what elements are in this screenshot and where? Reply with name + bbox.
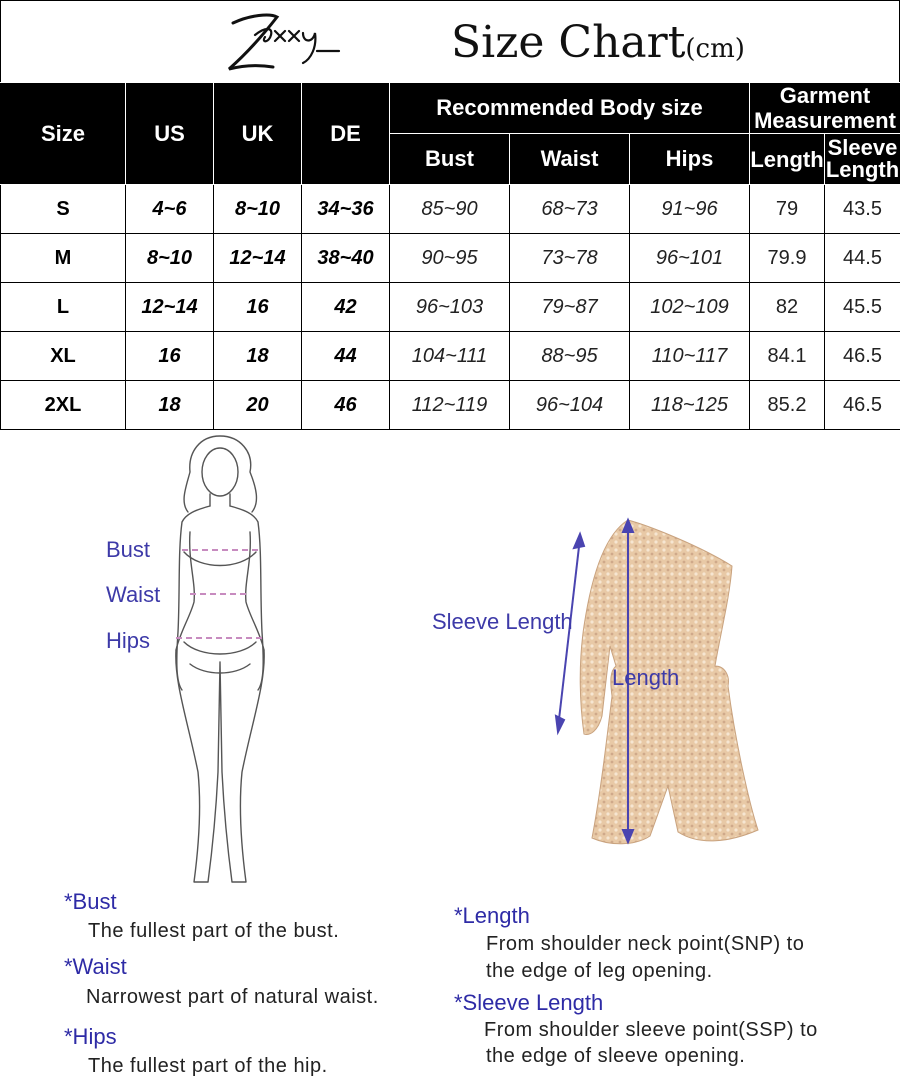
cell-hips: 96~101 (630, 234, 750, 283)
cell-size: S (1, 185, 126, 234)
note-hips-title: *Hips (64, 1024, 117, 1050)
cell-uk: 20 (214, 381, 302, 430)
cell-waist: 88~95 (510, 332, 630, 381)
cell-hips: 110~117 (630, 332, 750, 381)
cell-us: 18 (126, 381, 214, 430)
cell-de: 44 (302, 332, 390, 381)
note-sleeve-text-2: the edge of sleeve opening. (486, 1043, 745, 1070)
cell-de: 34~36 (302, 185, 390, 234)
header-size: Size (1, 83, 126, 185)
cell-size: 2XL (1, 381, 126, 430)
table-row (1, 185, 900, 234)
label-length: Length (612, 665, 679, 691)
cell-de: 42 (302, 283, 390, 332)
cell-length: 79 (750, 185, 825, 234)
table-row (1, 332, 900, 381)
cell-waist: 79~87 (510, 283, 630, 332)
cell-waist: 73~78 (510, 234, 630, 283)
header-hips: Hips (630, 134, 750, 185)
header-bust: Bust (390, 134, 510, 185)
cell-hips: 118~125 (630, 381, 750, 430)
cell-sleeve: 44.5 (825, 234, 900, 283)
garment-line-1: Garment (780, 83, 870, 108)
cell-uk: 16 (214, 283, 302, 332)
note-bust-text: The fullest part of the bust. (88, 918, 339, 945)
table-row (1, 234, 900, 283)
cell-de: 46 (302, 381, 390, 430)
chart-header (0, 0, 900, 83)
note-waist-text: Narrowest part of natural waist. (86, 984, 379, 1011)
cell-size: XL (1, 332, 126, 381)
cell-length: 84.1 (750, 332, 825, 381)
cell-sleeve: 46.5 (825, 381, 900, 430)
header-uk: UK (214, 83, 302, 185)
cell-waist: 96~104 (510, 381, 630, 430)
cell-hips: 102~109 (630, 283, 750, 332)
cell-length: 85.2 (750, 381, 825, 430)
cell-size: M (1, 234, 126, 283)
header-sleeve (825, 134, 900, 185)
title-text: Size Chart (451, 17, 685, 68)
cell-uk: 8~10 (214, 185, 302, 234)
header-recommended: Recommended Body size (390, 83, 750, 134)
note-sleeve-title: *Sleeve Length (454, 990, 603, 1016)
note-length-title: *Length (454, 903, 530, 929)
note-waist-title: *Waist (64, 954, 127, 980)
cell-us: 4~6 (126, 185, 214, 234)
header-us: US (126, 83, 214, 185)
table-row (1, 283, 900, 332)
note-length-text-2: the edge of leg opening. (486, 958, 713, 985)
header-length: Length (750, 134, 825, 185)
cell-sleeve: 43.5 (825, 185, 900, 234)
sleeve-line-1: Sleeve (828, 135, 898, 160)
label-sleeve-length: Sleeve Length (432, 609, 573, 635)
cell-bust: 90~95 (390, 234, 510, 283)
size-table (0, 82, 900, 430)
label-hips: Hips (106, 628, 150, 654)
table-row (1, 381, 900, 430)
cell-bust: 112~119 (390, 381, 510, 430)
cell-us: 16 (126, 332, 214, 381)
cell-waist: 68~73 (510, 185, 630, 234)
cell-length: 82 (750, 283, 825, 332)
cell-us: 12~14 (126, 283, 214, 332)
cell-sleeve: 45.5 (825, 283, 900, 332)
cell-length: 79.9 (750, 234, 825, 283)
cell-size: L (1, 283, 126, 332)
cell-bust: 104~111 (390, 332, 510, 381)
cell-sleeve: 46.5 (825, 332, 900, 381)
header-garment (750, 83, 900, 134)
page-title (451, 17, 745, 75)
note-hips-text: The fullest part of the hip. (88, 1053, 328, 1080)
cell-de: 38~40 (302, 234, 390, 283)
cell-bust: 96~103 (390, 283, 510, 332)
cell-bust: 85~90 (390, 185, 510, 234)
note-sleeve-text-1: From shoulder sleeve point(SSP) to (484, 1017, 818, 1044)
label-bust: Bust (106, 537, 150, 563)
cell-us: 8~10 (126, 234, 214, 283)
note-length-text-1: From shoulder neck point(SNP) to (486, 931, 804, 958)
brand-logo (215, 5, 345, 79)
body-outline (176, 436, 264, 882)
sleeve-line-2: Length (826, 157, 899, 182)
title-unit: (cm) (685, 34, 745, 64)
note-bust-title: *Bust (64, 889, 117, 915)
garment-line-2: Measurement (754, 108, 896, 133)
label-waist: Waist (106, 582, 160, 608)
cell-hips: 91~96 (630, 185, 750, 234)
header-waist: Waist (510, 134, 630, 185)
cell-uk: 12~14 (214, 234, 302, 283)
cell-uk: 18 (214, 332, 302, 381)
body-figure (160, 432, 280, 888)
header-de: DE (302, 83, 390, 185)
